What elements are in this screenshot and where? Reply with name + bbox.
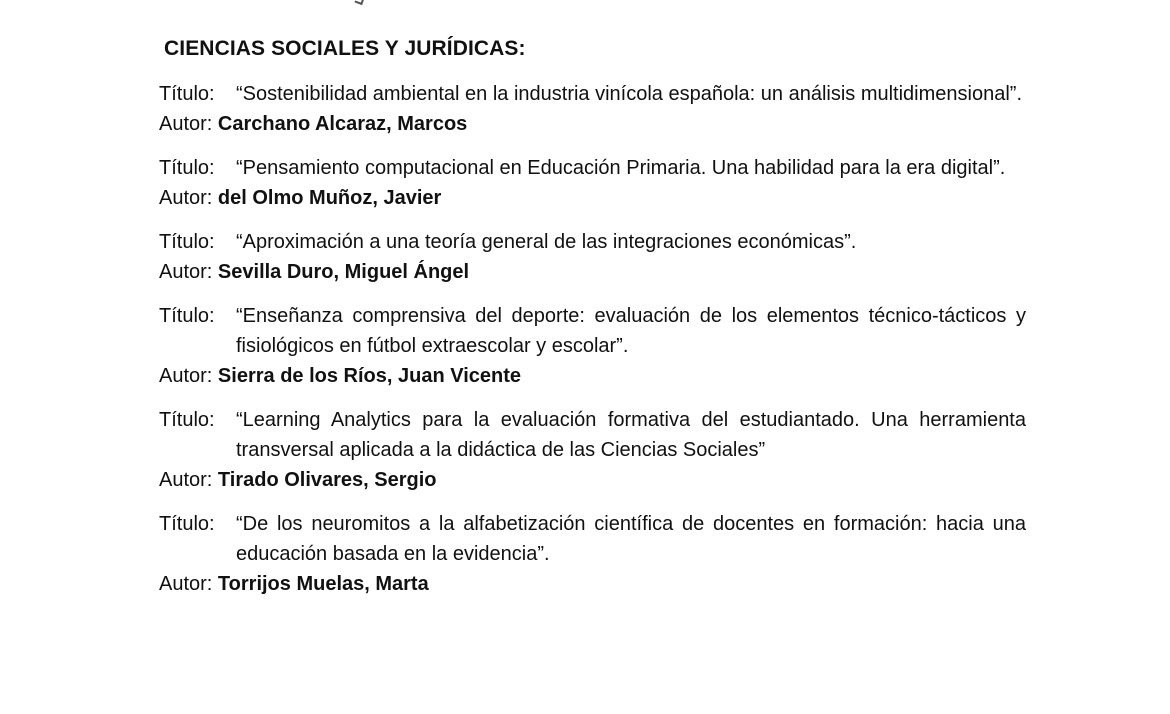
title-text: “Sostenibilidad ambiental en la industria vinícola española: un análisis multidimensional”. bbox=[236, 83, 1022, 105]
author-name: Tirado Olivares, Sergio bbox=[217, 469, 437, 491]
thesis-title bbox=[159, 227, 1026, 257]
thesis-author bbox=[159, 257, 1026, 287]
page-edge-mark bbox=[355, 0, 366, 5]
thesis-author bbox=[159, 465, 1026, 495]
title-label: Título: bbox=[159, 83, 215, 105]
thesis-entry bbox=[159, 227, 1026, 287]
thesis-author bbox=[159, 361, 1026, 391]
author-label: Autor: bbox=[159, 469, 213, 491]
title-text: “Pensamiento computacional en Educación Primaria. Una habilidad para la era digital”. bbox=[236, 157, 1006, 179]
author-name: Sierra de los Ríos, Juan Vicente bbox=[217, 365, 522, 387]
thesis-author bbox=[159, 109, 1026, 139]
thesis-author bbox=[159, 183, 1026, 213]
thesis-list bbox=[159, 79, 1026, 613]
title-text: “Enseñanza comprensiva del deporte: evaluación de los elementos técnico-tácticos y fisiológicos en fútbol extraescolar y escolar”. bbox=[236, 305, 1026, 357]
section-heading: CIENCIAS SOCIALES Y JURÍDICAS: bbox=[164, 37, 526, 60]
author-label: Autor: bbox=[159, 113, 213, 135]
thesis-entry bbox=[159, 509, 1026, 599]
title-label: Título: bbox=[159, 305, 215, 327]
title-label: Título: bbox=[159, 231, 215, 253]
thesis-entry bbox=[159, 405, 1026, 495]
thesis-author bbox=[159, 569, 1026, 599]
title-label: Título: bbox=[159, 513, 215, 535]
author-label: Autor: bbox=[159, 573, 213, 595]
title-text: “Learning Analytics para la evaluación formativa del estudiantado. Una herramienta transversal aplicada a la didáctica de las Ciencias Sociales” bbox=[236, 409, 1026, 461]
author-name: del Olmo Muñoz, Javier bbox=[217, 187, 442, 209]
title-label: Título: bbox=[159, 157, 215, 179]
author-name: Sevilla Duro, Miguel Ángel bbox=[217, 261, 470, 283]
thesis-title bbox=[159, 301, 1026, 361]
author-label: Autor: bbox=[159, 187, 213, 209]
author-label: Autor: bbox=[159, 365, 213, 387]
author-name: Carchano Alcaraz, Marcos bbox=[217, 113, 468, 135]
title-text: “De los neuromitos a la alfabetización científica de docentes en formación: hacia una educación basada en la evidencia”. bbox=[236, 513, 1026, 565]
thesis-entry bbox=[159, 153, 1026, 213]
thesis-title bbox=[159, 153, 1026, 183]
title-label: Título: bbox=[159, 409, 215, 431]
thesis-title bbox=[159, 79, 1026, 109]
thesis-title bbox=[159, 405, 1026, 465]
thesis-entry bbox=[159, 301, 1026, 391]
thesis-title bbox=[159, 509, 1026, 569]
thesis-entry bbox=[159, 79, 1026, 139]
title-text: “Aproximación a una teoría general de las integraciones económicas”. bbox=[236, 231, 857, 253]
author-name: Torrijos Muelas, Marta bbox=[217, 573, 429, 595]
author-label: Autor: bbox=[159, 261, 213, 283]
